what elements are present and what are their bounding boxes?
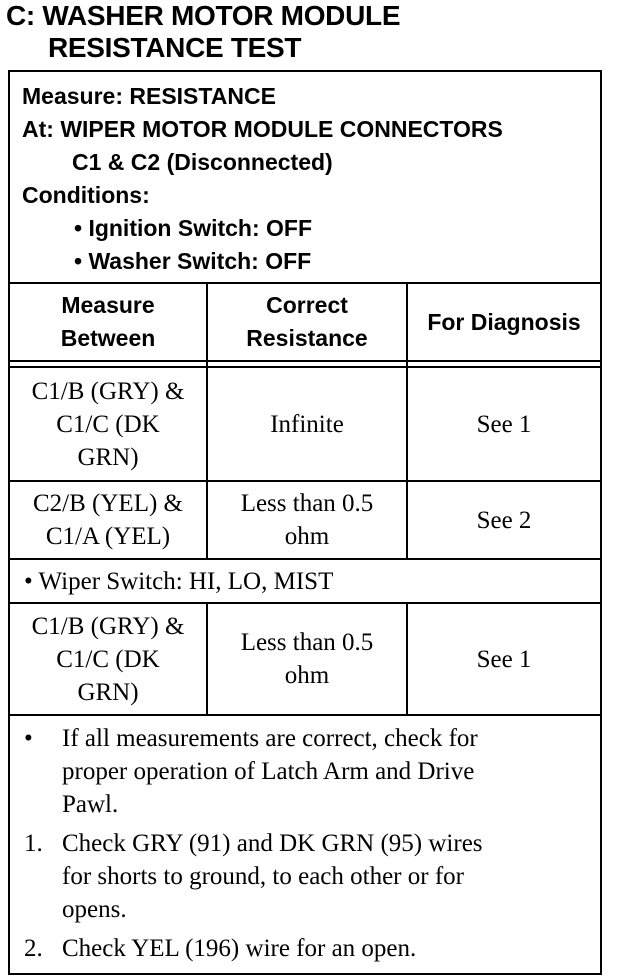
- note-item: • If all measurements are correct, check for proper operation of Latch Arm and Drive Pawl.: [24, 725, 478, 818]
- title-line-1: C: WASHER MOTOR MODULE: [6, 0, 401, 31]
- measure-line: Measure: RESISTANCE: [22, 83, 276, 109]
- table-row-2-resistance: Less than 0.5 ohm: [240, 490, 374, 550]
- table-row-1-diagnosis: See 1: [476, 410, 532, 438]
- table-row-3-resistance: Less than 0.5 ohm: [240, 629, 374, 689]
- table-row-1-resistance: Infinite: [270, 410, 344, 438]
- note-item: 1. Check GRY (91) and DK GRN (95) wires for shorts to ground, to each other or for opens.: [24, 830, 483, 923]
- condition-item: • Ignition Switch: OFF: [74, 215, 313, 241]
- page-title: [6, 0, 400, 64]
- table-row-2-diagnosis: See 2: [476, 506, 532, 534]
- title-line-2: RESISTANCE TEST: [48, 32, 302, 63]
- column-header-correct-resistance: Correct Resistance: [246, 292, 368, 351]
- table-row-2-between: C2/B (YEL) & C1/A (YEL): [33, 490, 183, 550]
- test-header: [22, 80, 503, 278]
- note-item: 2. Check YEL (196) wire for an open.: [24, 935, 417, 962]
- table-row-3-diagnosis: See 1: [476, 645, 532, 673]
- condition-item: • Washer Switch: OFF: [74, 248, 312, 274]
- wiper-switch-condition-row: • Wiper Switch: HI, LO, MIST: [24, 568, 334, 595]
- column-header-for-diagnosis: For Diagnosis: [427, 308, 581, 335]
- test-procedure-box: [8, 70, 602, 975]
- divider: [10, 714, 600, 716]
- conditions-label: Conditions:: [22, 182, 150, 208]
- at-line: At: WIPER MOTOR MODULE CONNECTORS: [22, 116, 503, 142]
- table-row-1-between: C1/B (GRY) & C1/C (DK GRN): [31, 377, 185, 471]
- column-header-measure-between: Measure Between: [60, 292, 156, 351]
- divider: [10, 360, 600, 362]
- diagnosis-notes: [10, 722, 600, 971]
- divider: [10, 558, 600, 560]
- connector-line: C1 & C2 (Disconnected): [72, 149, 333, 175]
- table-row-3-between: C1/B (GRY) & C1/C (DK GRN): [31, 612, 185, 706]
